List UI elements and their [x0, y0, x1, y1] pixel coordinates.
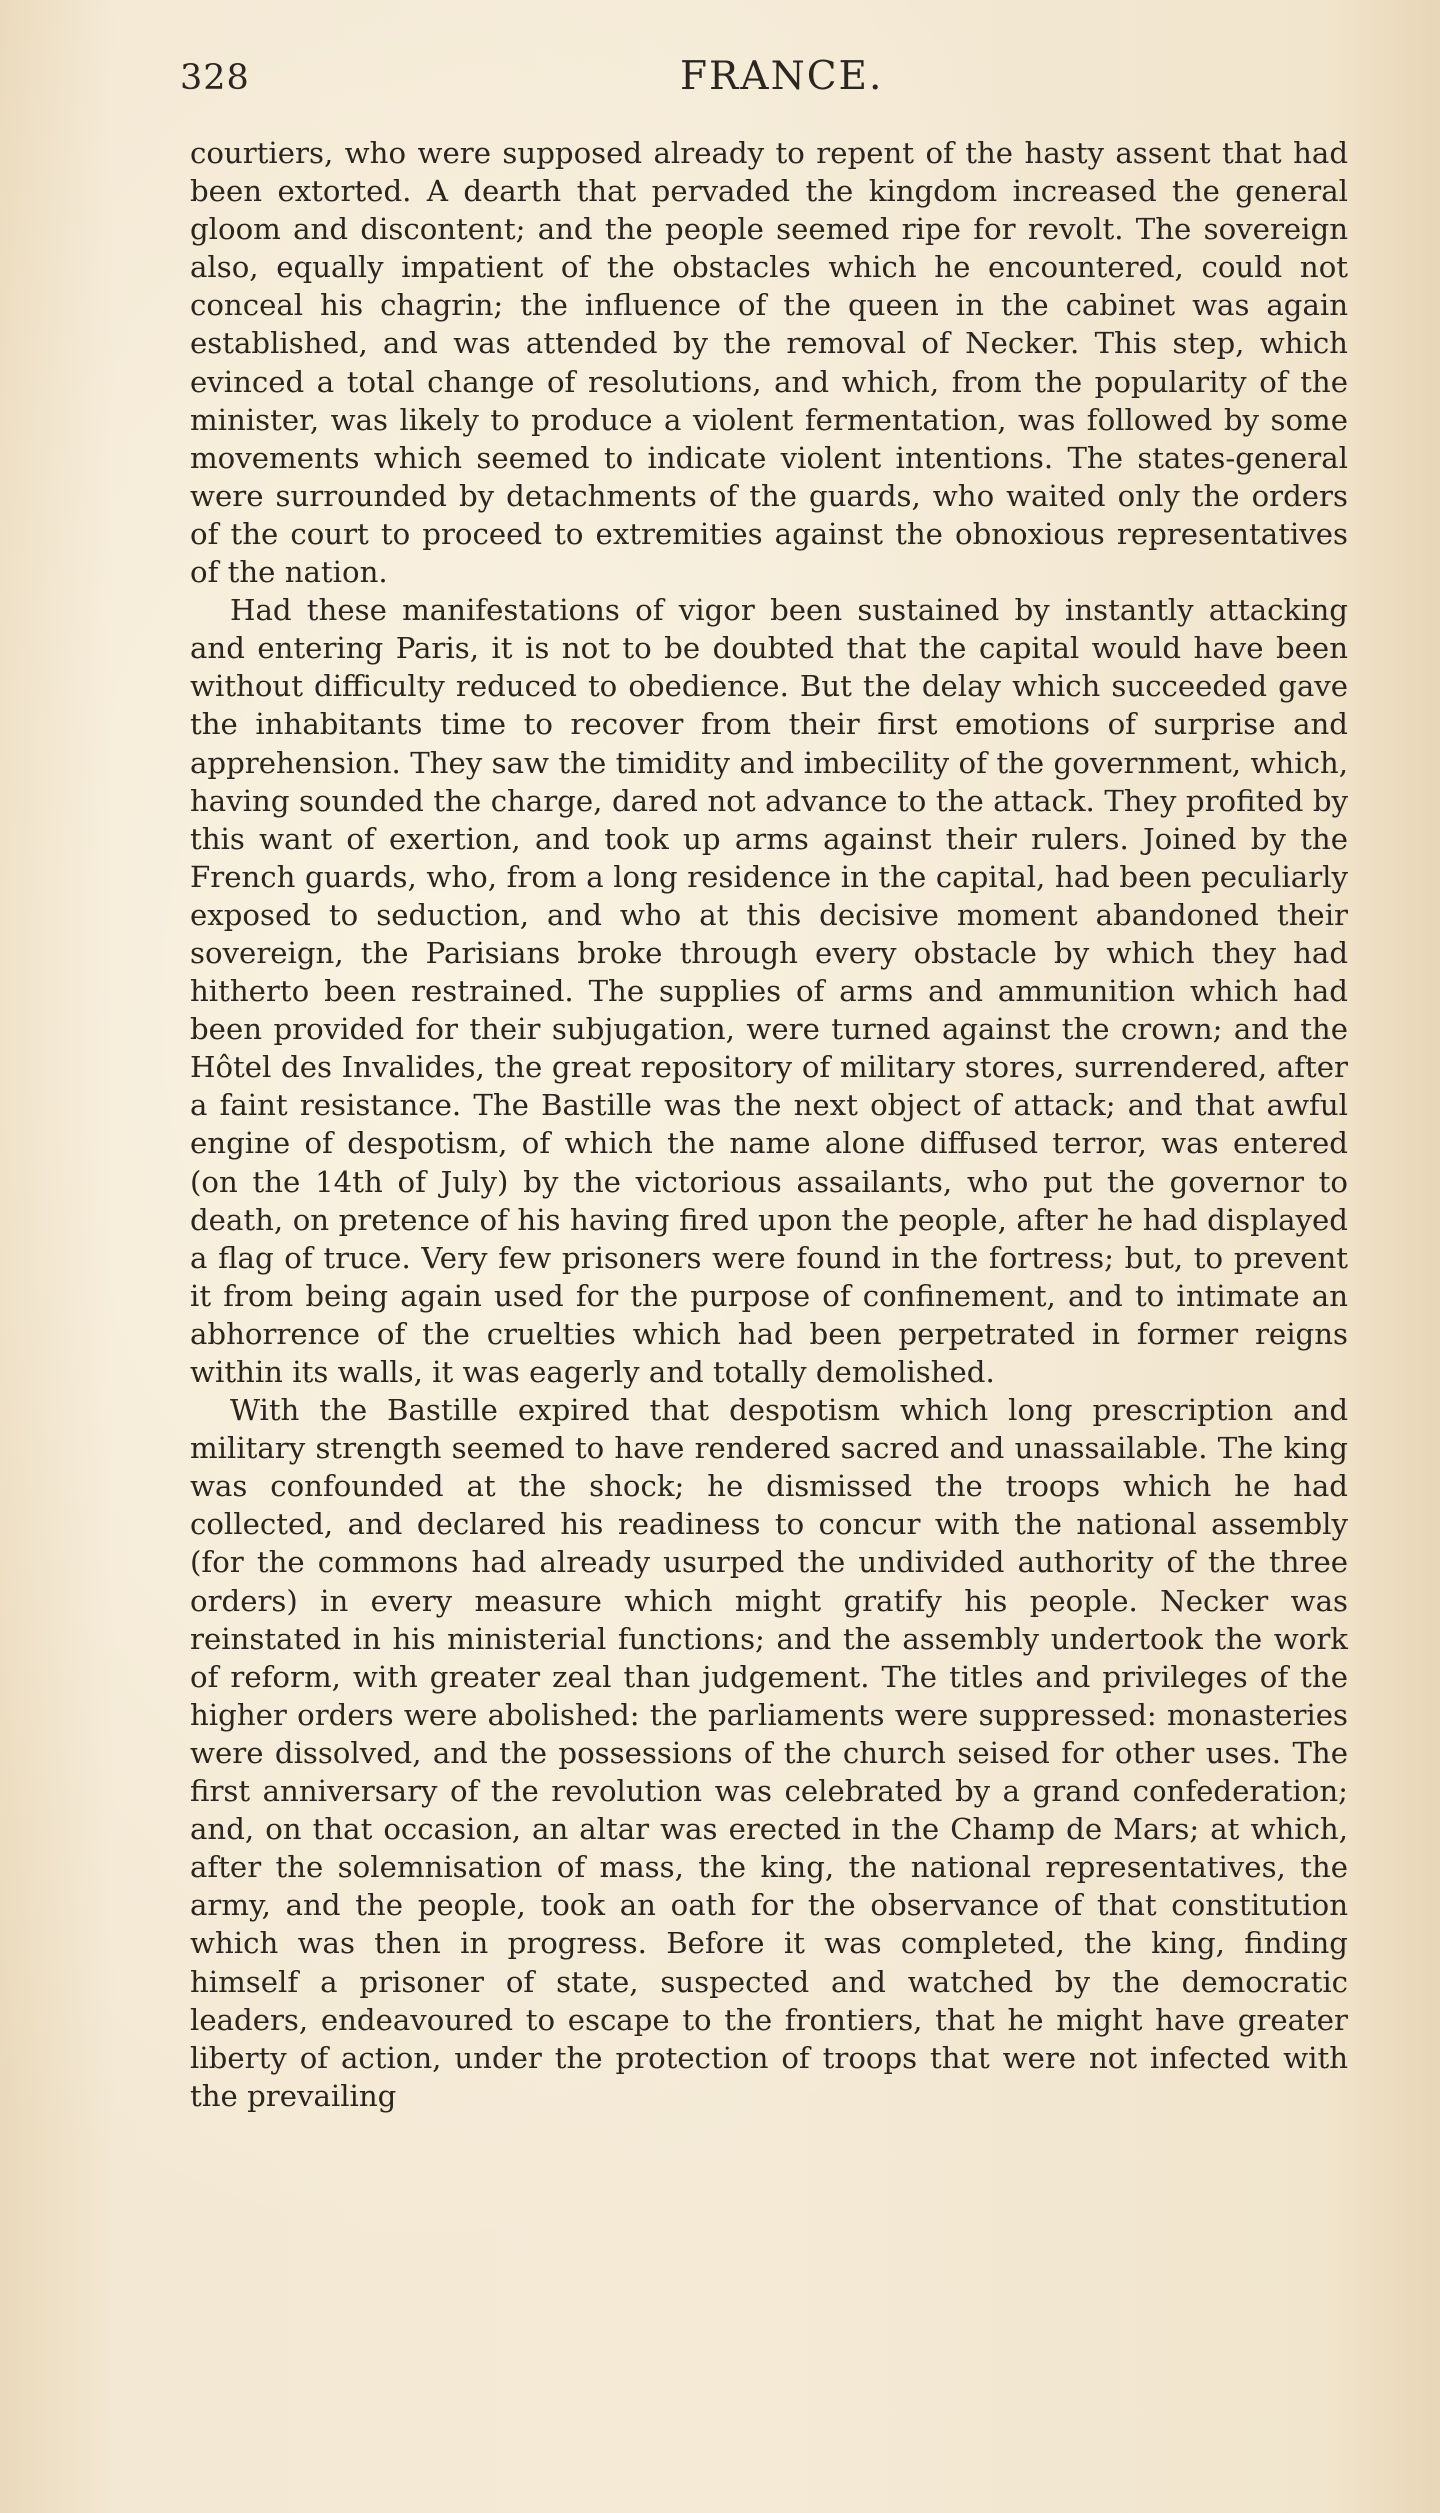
paragraph-2: Had these manifestations of vigor been sustained by instantly attacking and entering Paris, it is not to be doubted that the capital would have been without difficulty reduced to obedience. But the delay which succeeded gave the inhabitants time to recover from their first emotions of surprise and apprehension. They saw the timidity and imbecility of the government, which, having sounded the charge, dared not advance to the attack. They profited by this want of exertion, and took up arms against their rulers. Joined by the French guards, who, from a long residence in the capital, had been peculiarly exposed to seduction, and who at this decisive moment abandoned their sovereign, the Parisians broke through every obstacle by which they had hitherto been restrained. The supplies of arms and ammunition which had been provided for their subjugation, were turned against the crown; and the Hôtel des Invalides, the great repository of military stores, surrendered, after a faint resistance. The Bastille was the next object of attack; and that awful engine of despotism, of which the name alone diffused terror, was entered (on the 14th of July) by the victorious assailants, who put the governor to death, on pretence of his having fired upon the people, after he had displayed a flag of truce. Very few prisoners were found in the fortress; but, to prevent it from being again used for the purpose of confinement, and to intimate an abhorrence of the cruelties which had been perpetrated in former reigns within its walls, it was eagerly and totally demolished. [190, 593, 1348, 1389]
page-header [180, 48, 1360, 108]
body-text [190, 134, 1348, 2115]
paragraph-3: With the Bastille expired that despotism which long prescription and military strength seemed to have rendered sacred and unassailable. The king was confounded at the shock; he dismissed the troops which he had collected, and declared his readiness to concur with the national assembly (for the commons had already usurped the undivided authority of the three orders) in every measure which might gratify his people. Necker was reinstated in his ministerial functions; and the assembly undertook the work of reform, with greater zeal than judgement. The titles and privileges of the higher orders were abolished: the parliaments were suppressed: monasteries were dissolved, and the possessions of the church seised for other uses. The first anniversary of the revolution was celebrated by a grand confederation; and, on that occasion, an altar was erected in the Champ de Mars; at which, after the solemnisation of mass, the king, the national representatives, the army, and the people, took an oath for the observance of that constitution which was then in progress. Before it was completed, the king, finding himself a prisoner of state, suspected and watched by the democratic leaders, endeavoured to escape to the frontiers, that he might have greater liberty of action, under the protection of troops that were not infected with the prevailing [190, 1393, 1348, 2113]
page-number: 328 [180, 58, 250, 98]
running-head: FRANCE. [680, 54, 884, 99]
paragraph-1: courtiers, who were supposed already to repent of the hasty assent that had been extorted. A dearth that pervaded the kingdom increased the general gloom and discontent; and the people seemed ripe for revolt. The sovereign also, equally impatient of the obstacles which he encountered, could not conceal his chagrin; the influence of the queen in the cabinet was again established, and was attended by the removal of Necker. This step, which evinced a total change of resolutions, and which, from the popularity of the minister, was likely to produce a violent fermentation, was followed by some movements which seemed to indicate violent intentions. The states-general were surrounded by detachments of the guards, who waited only the orders of the court to proceed to extremities against the obnoxious representatives of the nation. [190, 136, 1348, 590]
